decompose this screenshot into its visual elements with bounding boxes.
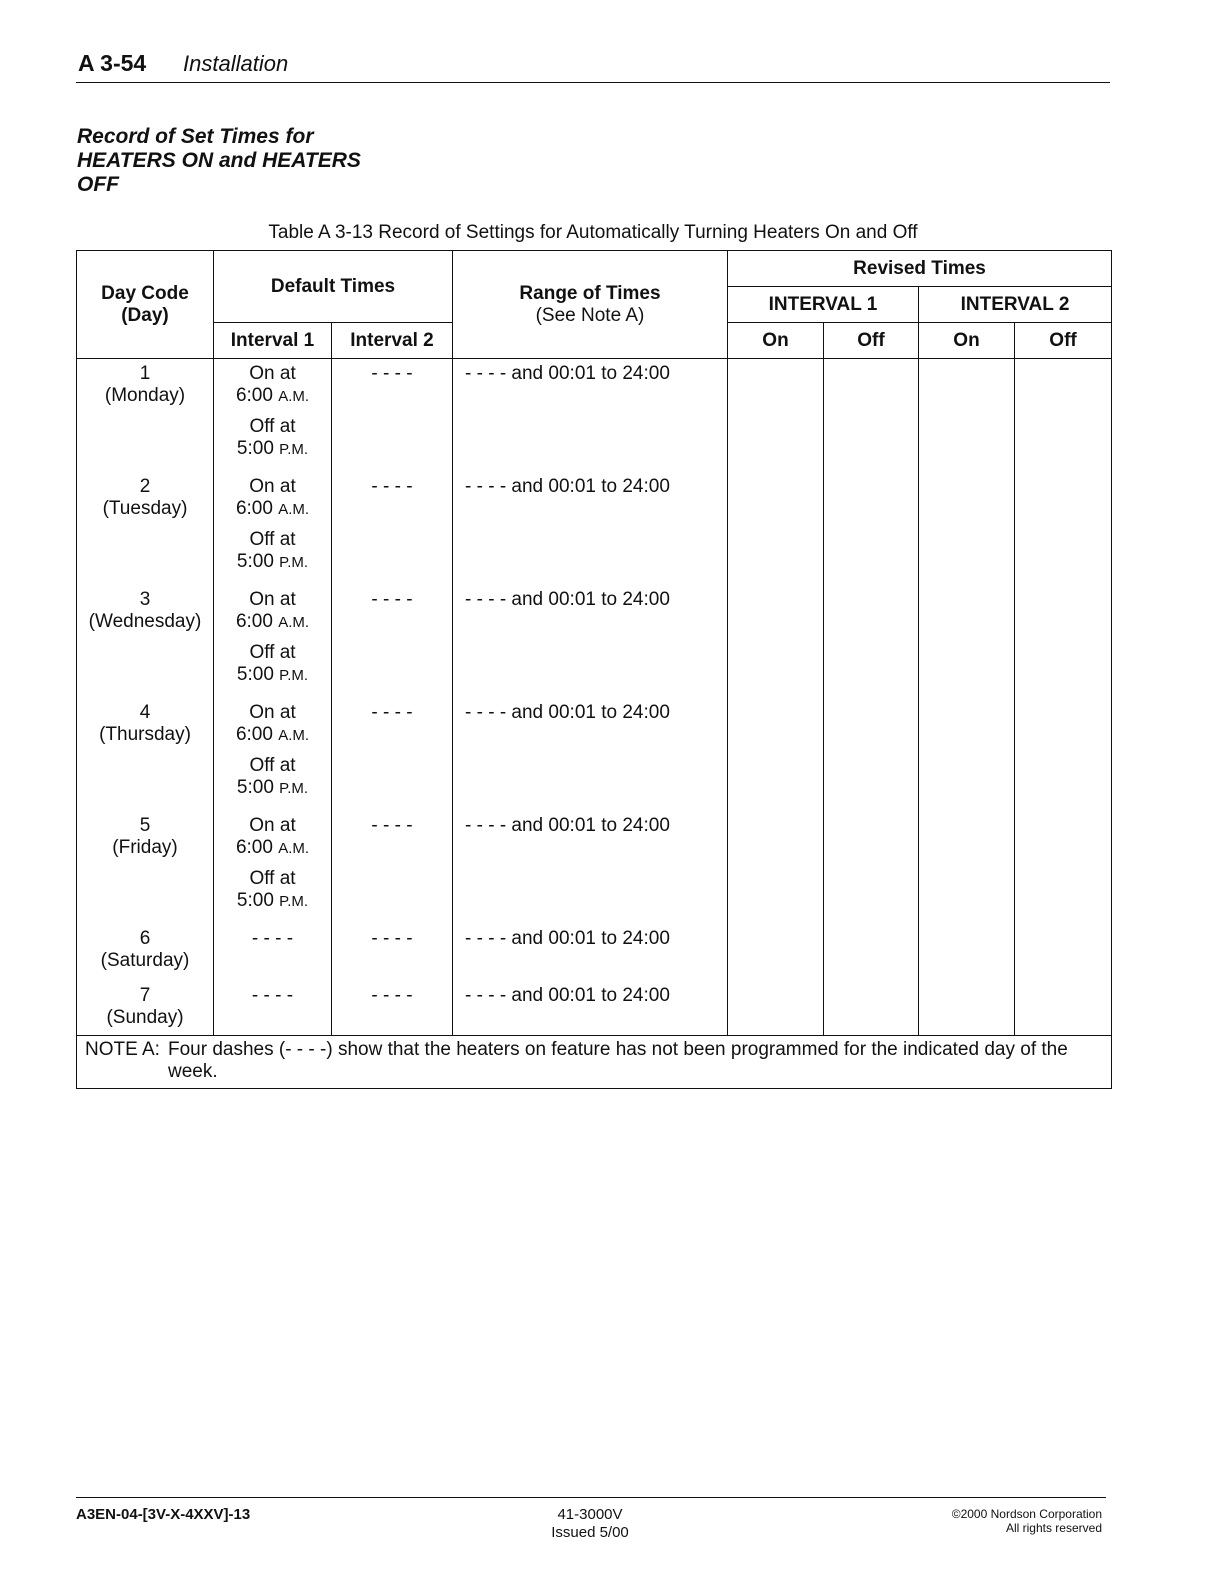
day-name: (Sunday) [106, 1007, 184, 1028]
dashes: - - - - [251, 928, 294, 949]
header-off-2: Off [1015, 323, 1112, 359]
range-text: - - - - and 00:01 to 24:00 [465, 702, 670, 723]
off-time [214, 777, 331, 800]
side-title-line: Record of Set Times for [77, 125, 314, 148]
dashes: - - - - [371, 815, 413, 836]
footer-rights: All rights reserved [1005, 1521, 1102, 1535]
range-text: - - - - and 00:01 to 24:00 [465, 589, 670, 610]
header-day-code-label: Day Code [101, 282, 189, 304]
off-ampm: P.M. [279, 667, 309, 684]
note-label: NOTE A: [85, 1039, 160, 1060]
on-ampm: A.M. [278, 727, 310, 744]
day-name: (Wednesday) [88, 611, 202, 632]
range-block [465, 359, 727, 472]
on-ampm: A.M. [278, 388, 310, 405]
on-time [214, 385, 331, 408]
range-text: - - - - and 00:01 to 24:00 [465, 476, 670, 497]
on-time [214, 724, 331, 747]
on-label: On at [249, 363, 296, 384]
on-ampm: A.M. [278, 614, 310, 631]
header-rule [76, 82, 1110, 83]
header-on-1: On [728, 323, 824, 359]
off-ampm: P.M. [279, 441, 309, 458]
day-name: (Friday) [112, 837, 178, 858]
footer-issued: Issued 5/00 [551, 1524, 629, 1541]
day-code: 5 [139, 815, 151, 836]
header-revised-interval-2: INTERVAL 2 [919, 287, 1112, 323]
interval2-block [332, 985, 452, 1035]
day-block [77, 985, 213, 1035]
range-text: - - - - and 00:01 to 24:00 [465, 928, 670, 949]
day-code: 3 [139, 589, 151, 610]
day-block [77, 359, 213, 472]
revised-on-2-entry[interactable] [919, 359, 1015, 1036]
interval2-block [332, 811, 452, 924]
off-time-value: 5:00 [236, 664, 274, 685]
side-title [77, 125, 417, 197]
day-code: 6 [139, 928, 151, 949]
dashes: - - - - [371, 928, 413, 949]
day-code: 2 [139, 476, 151, 497]
on-time [214, 837, 331, 860]
day-cell [77, 359, 214, 1036]
header-revised-times: Revised Times [728, 251, 1112, 287]
off-ampm: P.M. [279, 780, 309, 797]
on-time [214, 611, 331, 634]
day-block [77, 472, 213, 585]
header-off-1: Off [824, 323, 919, 359]
header-interval-2: Interval 2 [332, 323, 453, 359]
dashes: - - - - [251, 985, 294, 1006]
header-range-of-times [453, 251, 728, 359]
header-default-times: Default Times [214, 251, 453, 323]
range-block [465, 472, 727, 585]
dashes: - - - - [371, 476, 413, 497]
off-time-value: 5:00 [236, 551, 274, 572]
off-label: Off at [249, 868, 296, 889]
footer-doc-code: A3EN-04-[3V-X-4XXV]-13 [76, 1506, 251, 1523]
note-text: Four dashes (- - - -) show that the heaters on feature has not been programmed for the indicated day of the week. [167, 1039, 1068, 1082]
header-see-note: (See Note A) [535, 304, 645, 326]
dashes: - - - - [371, 985, 413, 1006]
range-block [465, 924, 727, 985]
settings-table [76, 250, 1112, 1089]
revised-off-1-entry[interactable] [824, 359, 919, 1036]
range-text: - - - - and 00:01 to 24:00 [465, 363, 670, 384]
day-name: (Thursday) [99, 724, 191, 745]
on-time-value: 6:00 [235, 611, 273, 632]
table-note [77, 1036, 1112, 1089]
day-code: 1 [139, 363, 151, 384]
default-block [214, 698, 331, 811]
revised-on-1-entry[interactable] [728, 359, 824, 1036]
default-block [214, 359, 331, 472]
off-time [214, 551, 331, 574]
off-ampm: P.M. [279, 554, 309, 571]
dashes: - - - - [371, 702, 413, 723]
day-code: 7 [139, 985, 151, 1006]
footer-part-number: 41-3000V [557, 1506, 623, 1523]
day-block [77, 585, 213, 698]
off-time [214, 890, 331, 913]
range-text: - - - - and 00:01 to 24:00 [465, 815, 670, 836]
off-time-value: 5:00 [236, 438, 274, 459]
interval2-block [332, 698, 452, 811]
side-title-line: OFF [77, 173, 119, 196]
section-number: A 3-54 [78, 50, 147, 76]
off-time [214, 664, 331, 687]
range-block [465, 698, 727, 811]
day-name: (Tuesday) [102, 498, 188, 519]
section-name: Installation [183, 51, 289, 76]
on-ampm: A.M. [278, 840, 310, 857]
dashes: - - - - [371, 589, 413, 610]
header-range-label: Range of Times [519, 282, 661, 304]
header-on-2: On [919, 323, 1015, 359]
off-label: Off at [249, 642, 296, 663]
on-label: On at [249, 702, 296, 723]
on-label: On at [249, 815, 296, 836]
on-label: On at [249, 589, 296, 610]
default-block [214, 585, 331, 698]
interval2-block [332, 585, 452, 698]
off-time [214, 438, 331, 461]
footer-rule [76, 1497, 1106, 1498]
range-block [465, 585, 727, 698]
off-label: Off at [249, 416, 296, 437]
dashes: - - - - [371, 363, 413, 384]
day-code: 4 [139, 702, 151, 723]
default-block [214, 924, 331, 985]
off-label: Off at [249, 755, 296, 776]
default-interval-2-cell [332, 359, 453, 1036]
day-name: (Saturday) [100, 950, 190, 971]
header-interval-1: Interval 1 [214, 323, 332, 359]
default-block [214, 811, 331, 924]
interval2-block [332, 924, 452, 985]
header-day-code [77, 251, 214, 359]
off-time-value: 5:00 [236, 777, 274, 798]
on-label: On at [249, 476, 296, 497]
on-time-value: 6:00 [235, 837, 273, 858]
range-cell [453, 359, 728, 1036]
revised-off-2-entry[interactable] [1015, 359, 1112, 1036]
interval2-block [332, 472, 452, 585]
range-block [465, 811, 727, 924]
on-ampm: A.M. [278, 501, 310, 518]
default-interval-1-cell [214, 359, 332, 1036]
on-time-value: 6:00 [235, 385, 273, 406]
off-time-value: 5:00 [236, 890, 274, 911]
footer-copyright: ©2000 Nordson Corporation [951, 1507, 1102, 1521]
on-time-value: 6:00 [235, 498, 273, 519]
on-time-value: 6:00 [235, 724, 273, 745]
header-day-sub: (Day) [121, 304, 169, 326]
side-title-line: HEATERS ON and HEATERS [77, 149, 361, 172]
on-time [214, 498, 331, 521]
footer-copyright-block [880, 1507, 1102, 1535]
day-block [77, 924, 213, 985]
table-caption: Table A 3-13 Record of Settings for Automatically Turning Heaters On and Off [268, 222, 918, 243]
day-block [77, 698, 213, 811]
off-label: Off at [249, 529, 296, 550]
footer-center [500, 1506, 680, 1542]
day-name: (Monday) [104, 385, 186, 406]
default-block [214, 472, 331, 585]
range-text: - - - - and 00:01 to 24:00 [465, 985, 670, 1006]
header-revised-interval-1: INTERVAL 1 [728, 287, 919, 323]
range-block [465, 985, 727, 1035]
default-block [214, 985, 331, 1035]
day-block [77, 811, 213, 924]
off-ampm: P.M. [279, 893, 309, 910]
interval2-block [332, 359, 452, 472]
